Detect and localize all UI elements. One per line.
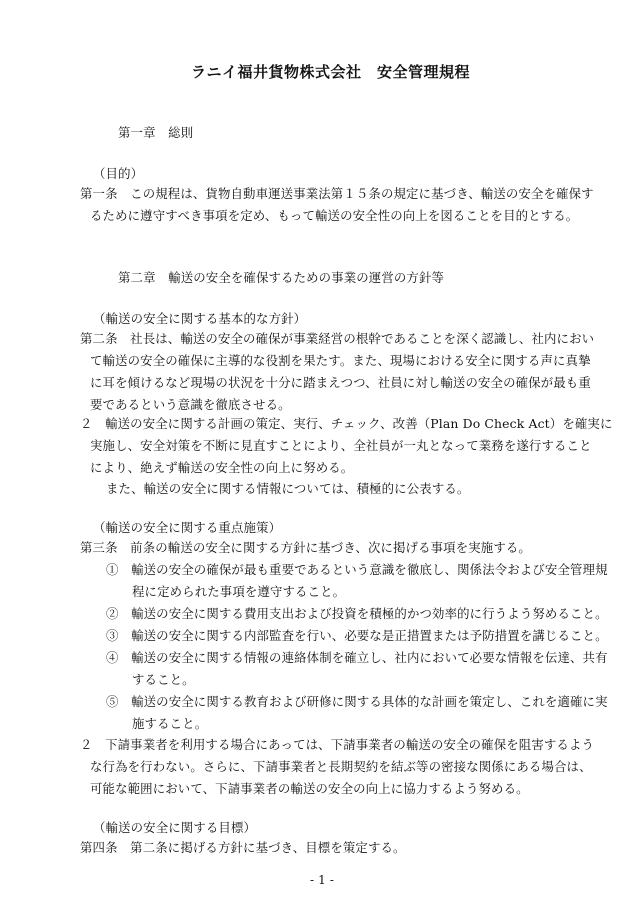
article-line: 可能な範囲において、下請事業者の輸送の安全の向上に協力するよう努める。 [90, 781, 529, 796]
list-item: すること。 [132, 672, 195, 687]
list-item: ② 輸送の安全に関する費用支出および投資を積極的かつ効率的に行うよう努めること。 [106, 606, 608, 621]
list-item: ⑤ 輸送の安全に関する教育および研修に関する具体的な計画を策定し、これを適確に実 [106, 694, 608, 709]
chapter-heading: 第一章 総則 [118, 125, 194, 140]
article-line: 第四条 第二条に掲げる方針に基づき、目標を策定する。 [80, 840, 406, 855]
article-line: ２ 下請事業者を利用する場合にあっては、下請事業者の輸送の安全の確保を阻害するよう [80, 737, 595, 752]
document-title: ラニイ福井貨物株式会社 安全管理規程 [191, 63, 471, 81]
article-caption: （目的） [93, 166, 144, 181]
list-item: ③ 輸送の安全に関する内部監査を行い、必要な是正措置または予防措置を講じること。 [106, 628, 608, 643]
article-line: 第一条 この規程は、貨物自動車運送事業法第１５条の規定に基づき、輸送の安全を確保す [80, 186, 594, 201]
article-caption: （輸送の安全に関する重点施策） [93, 520, 282, 535]
article-line: ２ 輸送の安全に関する計画の策定、実行、チェック、改善（Plan Do Check Act）を確実に [80, 416, 613, 431]
article-caption: （輸送の安全に関する基本的な方針） [93, 311, 307, 326]
article-line: るために遵守すべき事項を定め、もって輸送の安全性の向上を図ることを目的とする。 [90, 208, 579, 223]
list-item: 施すること。 [132, 716, 208, 731]
article-line: 第三条 前条の輸送の安全に関する方針に基づき、次に掲げる事項を実施する。 [80, 540, 531, 555]
chapter-heading: 第二章 輸送の安全を確保するための事業の運営の方針等 [118, 270, 445, 285]
list-item: ① 輸送の安全の確保が最も重要であるという意識を徹底し、関係法令および安全管理規 [106, 562, 608, 577]
article-line: により、絶えず輸送の安全性の向上に努める。 [90, 460, 354, 475]
article-line: また、輸送の安全に関する情報については、積極的に公表する。 [106, 481, 470, 496]
article-caption: （輸送の安全に関する目標） [93, 820, 257, 835]
article-line: な行為を行わない。さらに、下請事業者と長期契約を結ぶ等の密接な関係にある場合は、 [90, 759, 592, 774]
article-line: 第二条 社長は、輸送の安全の確保が事業経営の根幹であることを深く認識し、社内におい [80, 331, 595, 346]
article-line: 要であるという意識を徹底させる。 [90, 397, 291, 412]
list-item: 程に定められた事項を遵守すること。 [132, 584, 346, 599]
article-line: 実施し、安全対策を不断に見直すことにより、全社員が一丸となって業務を遂行すること [90, 438, 592, 453]
list-item: ④ 輸送の安全に関する情報の連絡体制を確立し、社内において必要な情報を伝達、共有 [106, 650, 608, 665]
article-line: に耳を傾けるなど現場の状況を十分に踏まえつつ、社員に対し輸送の安全の確保が最も重 [90, 375, 591, 390]
article-line: て輸送の安全の確保に主導的な役割を果たす。また、現場における安全に関する声に真摯 [90, 353, 591, 368]
page-number: - 1 - [310, 873, 335, 887]
